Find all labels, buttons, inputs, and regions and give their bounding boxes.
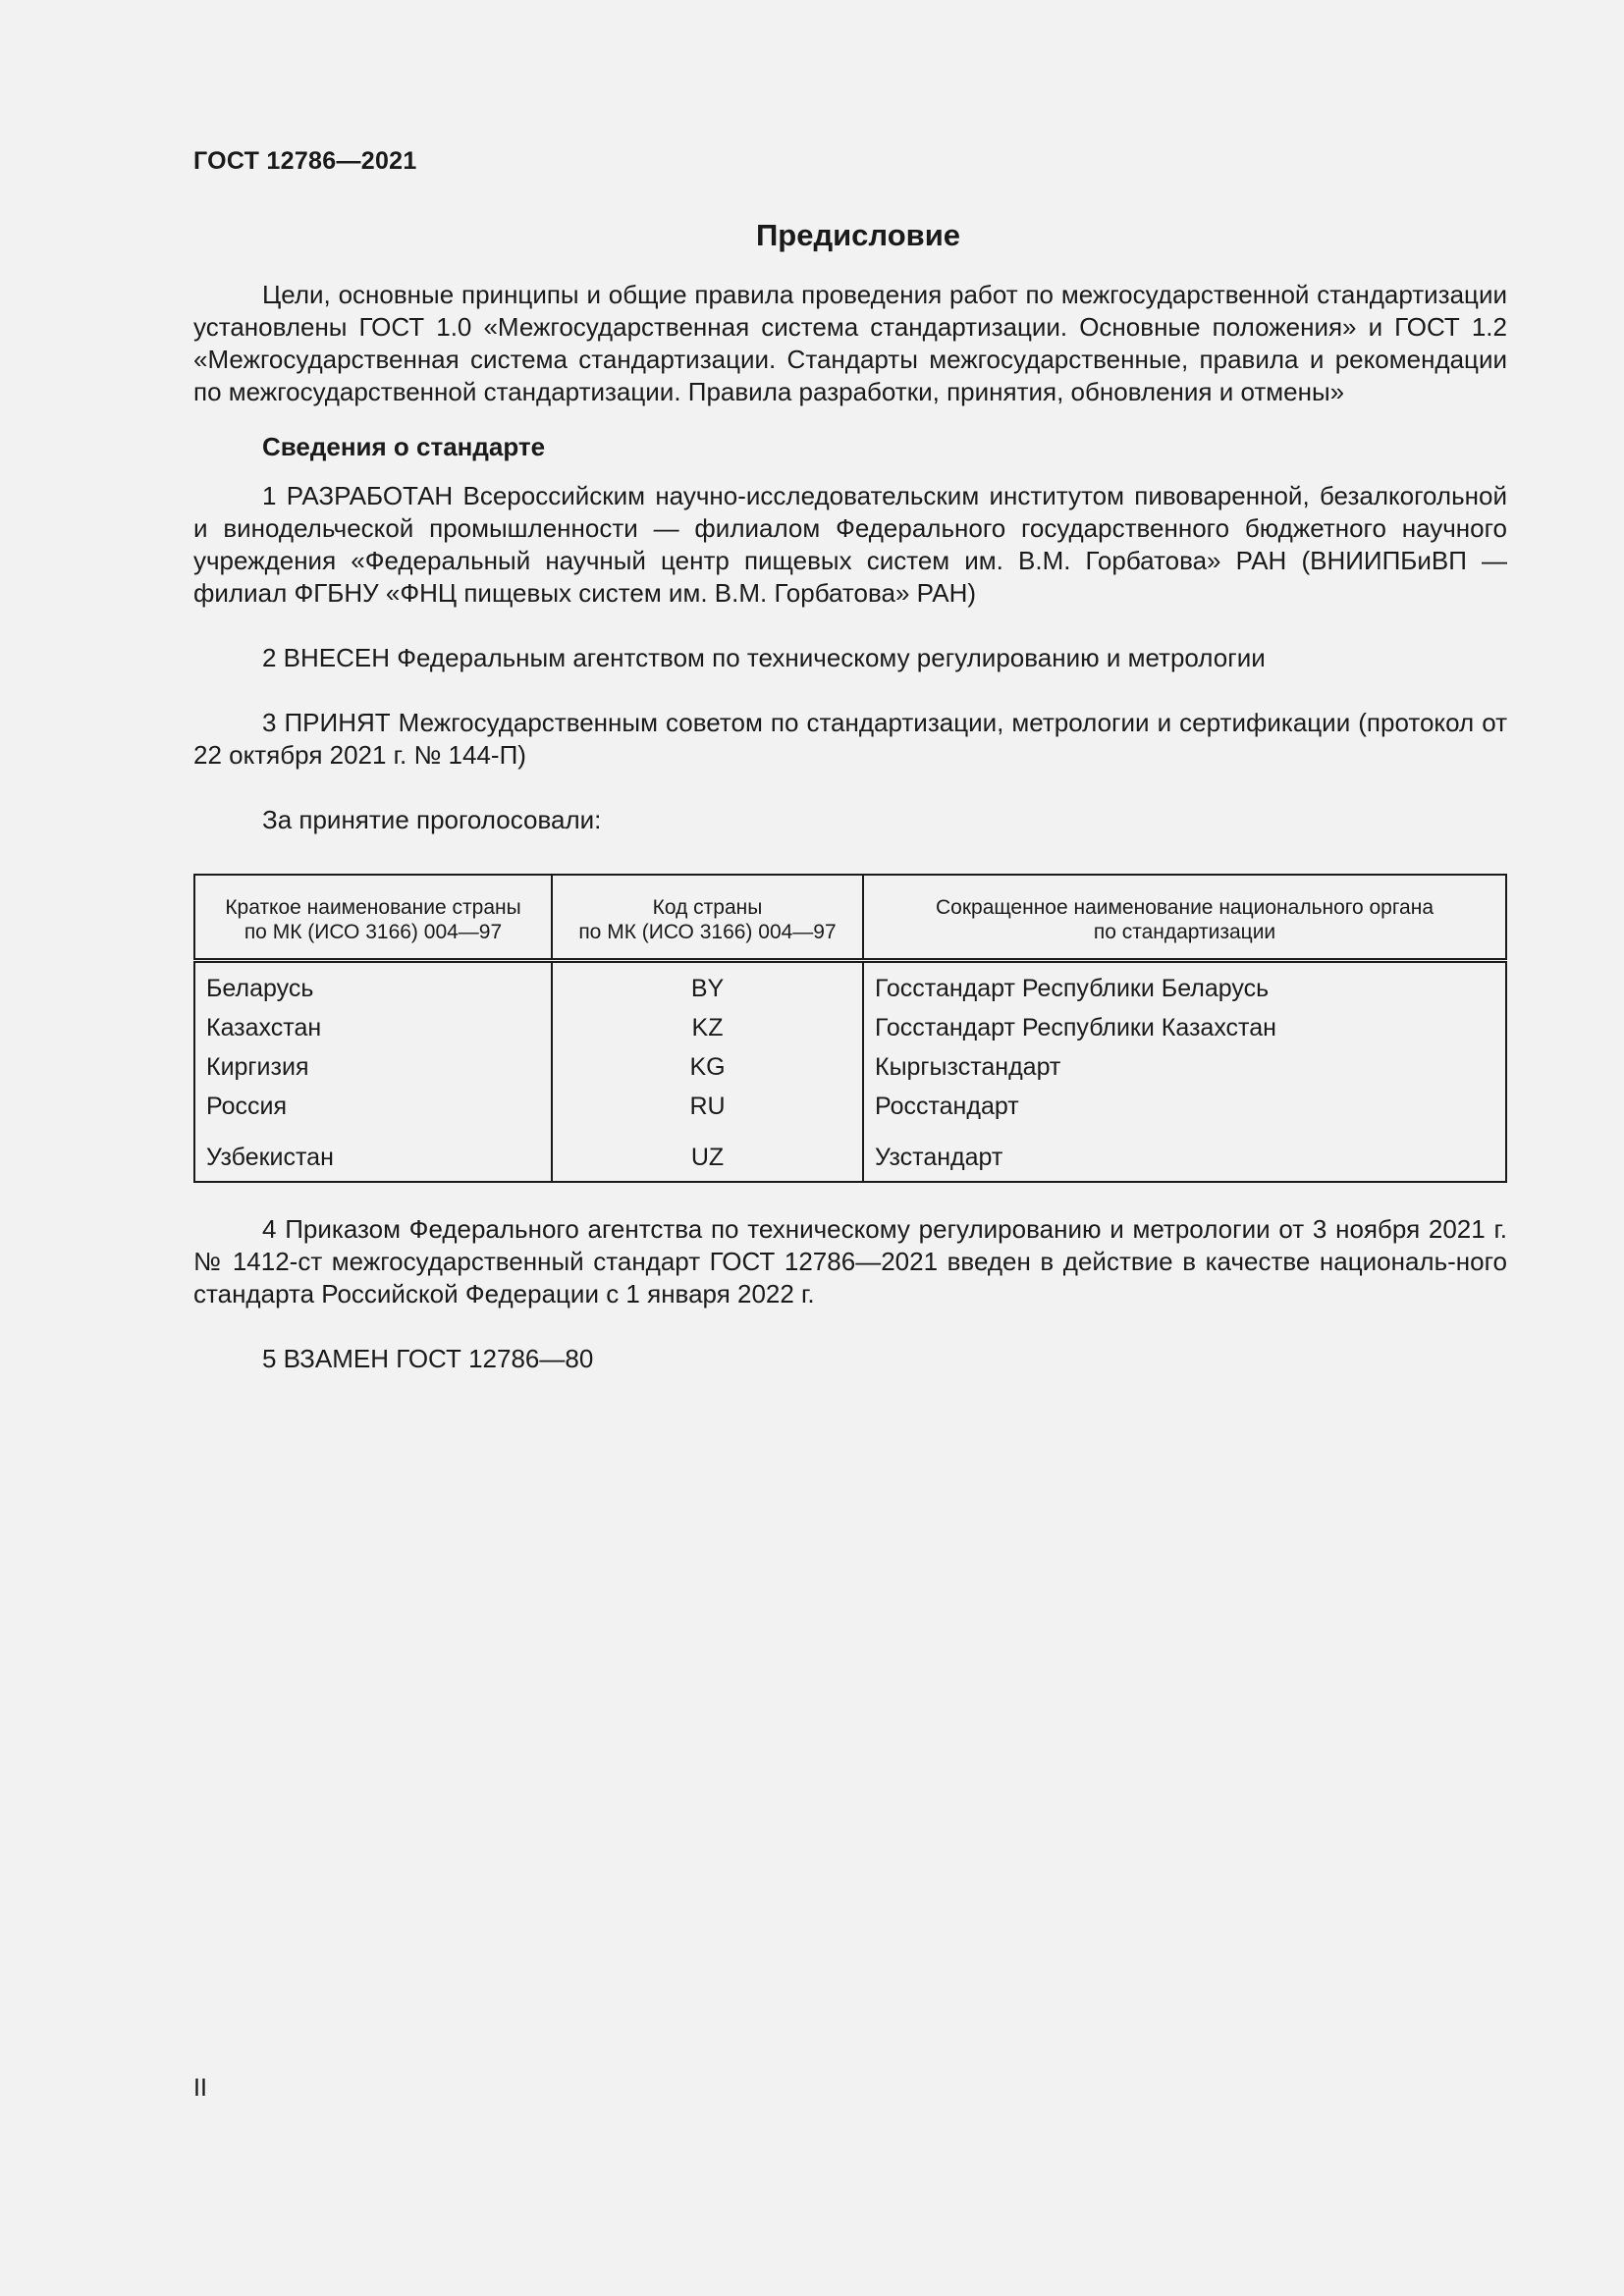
column-header-line: Код страны xyxy=(652,896,763,919)
item-enacted: 4 Приказом Федерального агентства по техническому регулированию и метрологии от 3 ноября 2021 г. № 1412-ст межгосударственный стандарт ГОСТ 12786—2021 введен в действие в качестве националь-ного стандарта Российской Федерации с 1 января 2022 г. xyxy=(193,1214,1507,1308)
page-title: Предисловие xyxy=(755,218,960,252)
cell-country: Беларусь xyxy=(194,961,552,1009)
column-header-line: Сокращенное наименование национального органа xyxy=(935,896,1435,919)
table-row xyxy=(194,1047,1506,1087)
table-header-row xyxy=(194,875,1506,961)
column-header-code xyxy=(552,875,863,961)
column-header-body xyxy=(863,875,1506,961)
cell-country: Киргизия xyxy=(194,1047,552,1087)
preface-section xyxy=(193,218,1507,1375)
voting-countries-table xyxy=(193,874,1507,1183)
cell-body: Госстандарт Республики Казахстан xyxy=(875,1013,1276,1041)
cell-country: Узбекистан xyxy=(194,1126,552,1182)
cell-body: Кыргызстандарт xyxy=(875,1052,1061,1081)
column-header-line: по стандартизации xyxy=(1093,921,1276,943)
intro-paragraph: Цели, основные принципы и общие правила проведения работ по межгосударственной стандартизации установлены ГОСТ 1.0 «Межгосударственная система стандартизации. Основные положения» и ГОСТ 1.2 «Межгосударственная система стандартизации. Стандарты межгосударственные, правила и рекомендации по межгосударственной стандартизации. Правила разработки, принятия, обновления и отмены» xyxy=(193,280,1507,406)
table-row xyxy=(194,1008,1506,1047)
item-introduced: 2 ВНЕСЕН Федеральным агентством по техническому регулированию и метрологии xyxy=(262,643,1266,672)
document-code: ГОСТ 12786—2021 xyxy=(193,147,417,175)
voted-label: За принятие проголосовали: xyxy=(262,805,602,834)
cell-code: KZ xyxy=(552,1008,863,1047)
cell-body: Росстандарт xyxy=(875,1092,1019,1120)
cell-code: UZ xyxy=(552,1126,863,1182)
cell-country: Россия xyxy=(194,1087,552,1126)
table-row xyxy=(194,1087,1506,1126)
page-number: II xyxy=(193,2074,207,2102)
item-adopted: 3 ПРИНЯТ Межгосударственным советом по стандартизации, метрологии и сертификации (протокол от 22 октября 2021 г. № 144-П) xyxy=(193,708,1507,770)
cell-country: Казахстан xyxy=(194,1008,552,1047)
column-header-line: по МК (ИСО 3166) 004—97 xyxy=(244,921,503,943)
cell-body: Госстандарт Республики Беларусь xyxy=(875,974,1270,1002)
item-developed: 1 РАЗРАБОТАН Всероссийским научно-исследовательским институтом пивоваренной, безалкогольной и винодельческой промышленности — филиалом Федерального государственного бюджетного научного учреждения «Федеральный научный центр пищевых систем им. В.М. Горбатова» РАН (ВНИИПБиВП — филиал ФГБНУ «ФНЦ пищевых систем им. В.М. Горбатова» РАН) xyxy=(193,481,1507,608)
cell-code: RU xyxy=(552,1087,863,1126)
column-header-country xyxy=(194,875,552,961)
cell-code: BY xyxy=(552,961,863,1009)
info-heading: Сведения о стандарте xyxy=(262,432,546,461)
table-row xyxy=(194,1126,1506,1182)
column-header-line: Краткое наименование страны xyxy=(225,896,521,919)
cell-code: KG xyxy=(552,1047,863,1087)
item-replaces: 5 ВЗАМЕН ГОСТ 12786—80 xyxy=(262,1344,594,1373)
column-header-line: по МК (ИСО 3166) 004—97 xyxy=(578,921,837,943)
cell-body: Узстандарт xyxy=(875,1143,1003,1171)
table-row xyxy=(194,961,1506,1009)
